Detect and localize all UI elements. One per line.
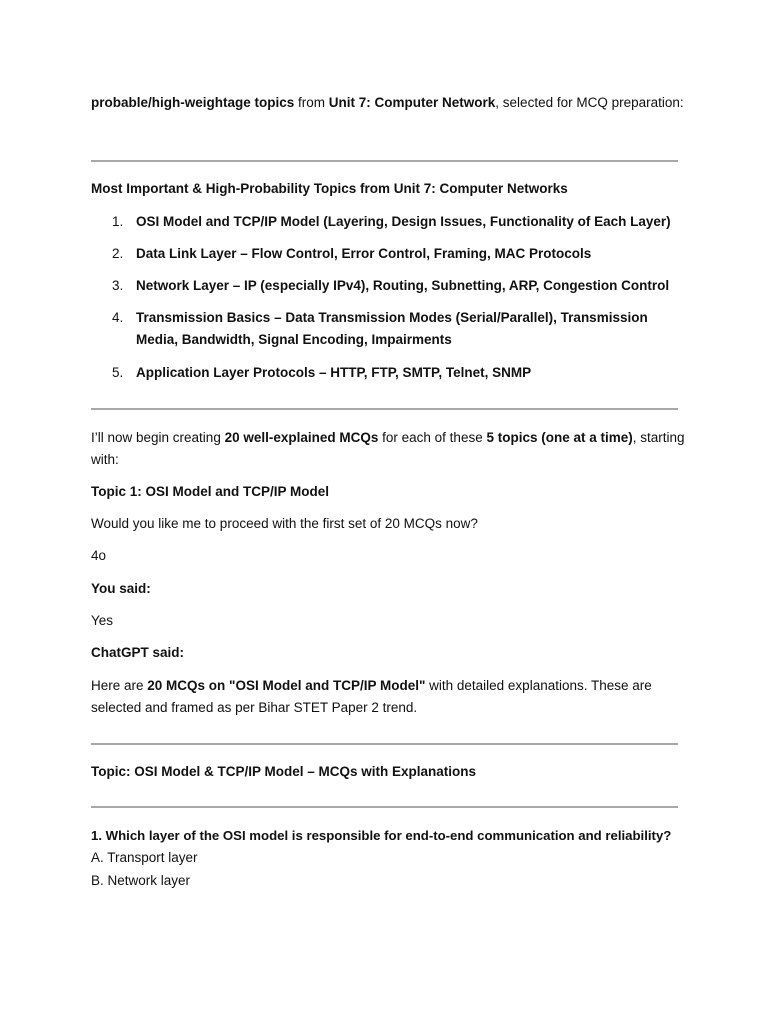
intro-text-from: from [294, 95, 329, 110]
list-item-number: 5. [112, 365, 124, 380]
divider [91, 743, 678, 745]
intro-bold-topics: probable/high-weightage topics [91, 95, 295, 110]
begin-bold-mcqs: 20 well-explained MCQs [224, 430, 379, 445]
begin-text-2: for each of these [378, 430, 487, 445]
option-b: B. Network layer [91, 873, 191, 888]
option-a: A. Transport layer [91, 850, 198, 865]
mcq-topic-heading: Topic: OSI Model & TCP/IP Model – MCQs with Explanations [91, 764, 477, 779]
here-are-text-2: with detailed explanations. These are selected and framed as per Bihar STET Paper 2 trend. [91, 678, 652, 715]
here-are-paragraph [91, 675, 691, 719]
here-are-bold: 20 MCQs on "OSI Model and TCP/IP Model" [147, 678, 426, 693]
begin-bold-topics: 5 topics (one at a time) [486, 430, 633, 445]
list-item-number: 3. [112, 278, 124, 293]
list-item-number: 2. [112, 246, 124, 261]
chatgpt-said-label: ChatGPT said: [91, 645, 185, 660]
list-item: Transmission Basics – Data Transmission Modes (Serial/Parallel), Transmission Media, Bandwidth, Signal Encoding, Impairments [136, 310, 648, 347]
proceed-question: Would you like me to proceed with the first set of 20 MCQs now? [91, 516, 478, 531]
list-item: Application Layer Protocols – HTTP, FTP, SMTP, Telnet, SNMP [136, 365, 532, 380]
user-reply: Yes [91, 613, 114, 628]
list-item: OSI Model and TCP/IP Model (Layering, Design Issues, Functionality of Each Layer) [136, 214, 671, 229]
model-tag: 4o [91, 548, 107, 563]
divider [91, 806, 678, 808]
question-1: 1. Which layer of the OSI model is responsible for end-to-end communication and reliability? [91, 828, 672, 843]
section-heading: Most Important & High-Probability Topics from Unit 7: Computer Networks [91, 181, 568, 196]
intro-paragraph [91, 92, 691, 114]
begin-text-1: I’ll now begin creating [91, 430, 225, 445]
intro-text-selected: , selected for MCQ preparation: [495, 95, 684, 110]
you-said-label: You said: [91, 581, 151, 596]
list-item: Network Layer – IP (especially IPv4), Routing, Subnetting, ARP, Congestion Control [136, 278, 670, 293]
divider [91, 160, 678, 162]
begin-text-3: , starting with: [91, 430, 685, 467]
divider [91, 408, 678, 410]
begin-paragraph [91, 427, 691, 471]
intro-bold-unit: Unit 7: Computer Network [328, 95, 496, 110]
list-item-number: 1. [112, 214, 124, 229]
list-item: Data Link Layer – Flow Control, Error Control, Framing, MAC Protocols [136, 246, 592, 261]
list-item-number: 4. [112, 310, 124, 325]
topic1-heading: Topic 1: OSI Model and TCP/IP Model [91, 484, 330, 499]
here-are-text-1: Here are [91, 678, 148, 693]
